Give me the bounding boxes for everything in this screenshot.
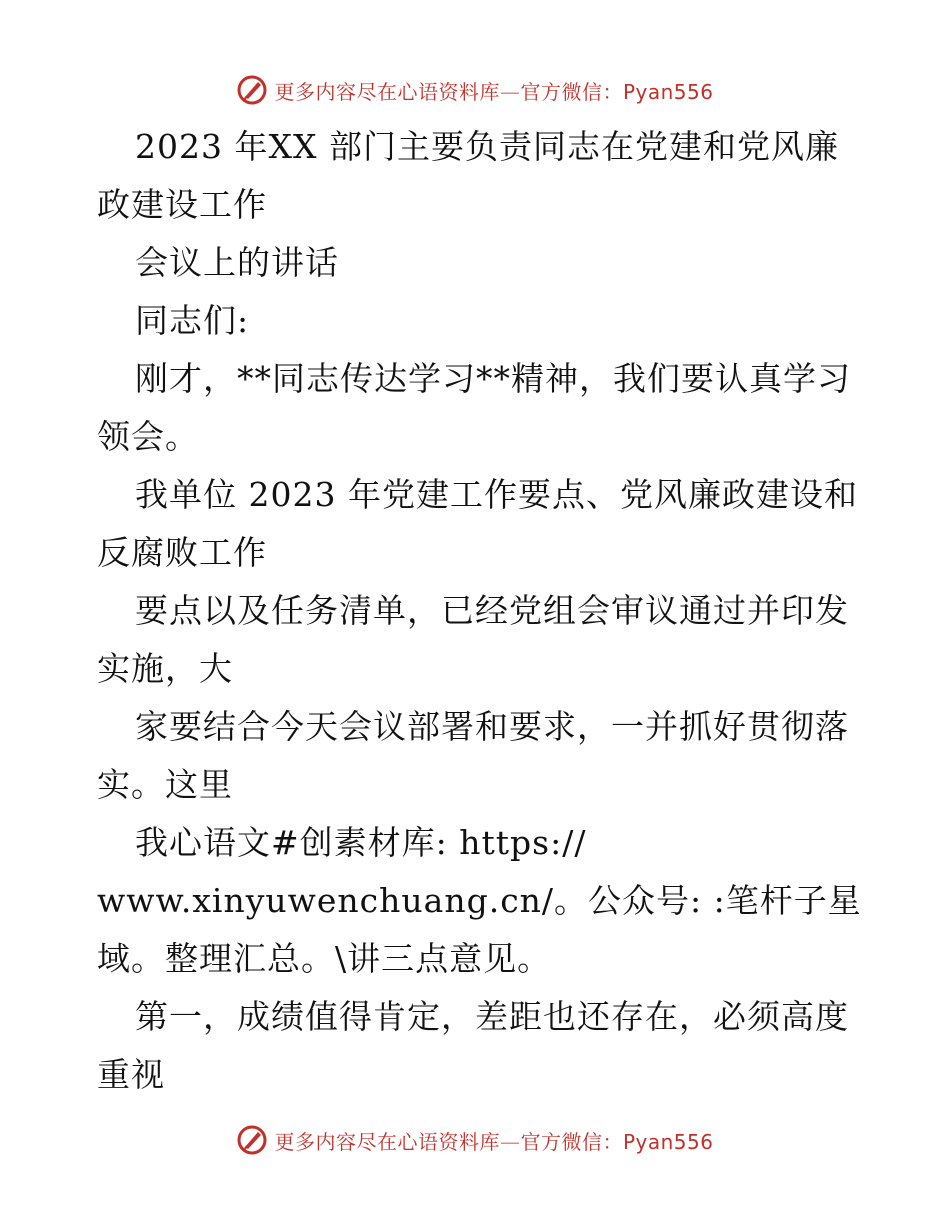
footer-banner (0, 1120, 950, 1160)
header-banner (0, 70, 950, 110)
text-line: 重视 (97, 1055, 165, 1094)
text-line: 我单位 2023 年党建工作要点、党风廉政建设和 (135, 475, 858, 514)
document-body (97, 118, 867, 1104)
header-banner-text: 更多内容尽在心语资料库—官方微信：Pyan556 (274, 79, 714, 104)
text-line: 实。这里 (97, 765, 233, 804)
text-line: 同志们: (135, 301, 250, 340)
text-line: 反腐败工作 (97, 533, 267, 572)
text-line: 会议上的讲话 (135, 243, 339, 282)
text-line: 2023 年XX 部门主要负责同志在党建和党风廉 (135, 127, 839, 166)
text-line: 要点以及任务清单，已经党组会审议通过并印发 (135, 591, 849, 630)
text-line: www.xinyuwenchuang.cn/。公众号: :笔杆子星 (97, 881, 862, 920)
text-line: 第一，成绩值得肯定，差距也还存在，必须高度 (135, 997, 849, 1036)
footer-banner-text: 更多内容尽在心语资料库—官方微信：Pyan556 (274, 1129, 714, 1154)
text-line: 我心语文#创素材库: https:// (135, 823, 587, 862)
text-line: 家要结合今天会议部署和要求，一并抓好贯彻落 (135, 707, 849, 746)
text-line: 领会。 (97, 417, 199, 456)
quill-logo-icon (236, 1124, 268, 1156)
text-line: 政建设工作 (97, 185, 267, 224)
text-line: 域。整理汇总。\讲三点意见。 (97, 939, 552, 978)
text-line: 实施，大 (97, 649, 233, 688)
quill-logo-icon (236, 74, 268, 106)
text-line: 刚才，**同志传达学习**精神，我们要认真学习 (135, 359, 851, 398)
